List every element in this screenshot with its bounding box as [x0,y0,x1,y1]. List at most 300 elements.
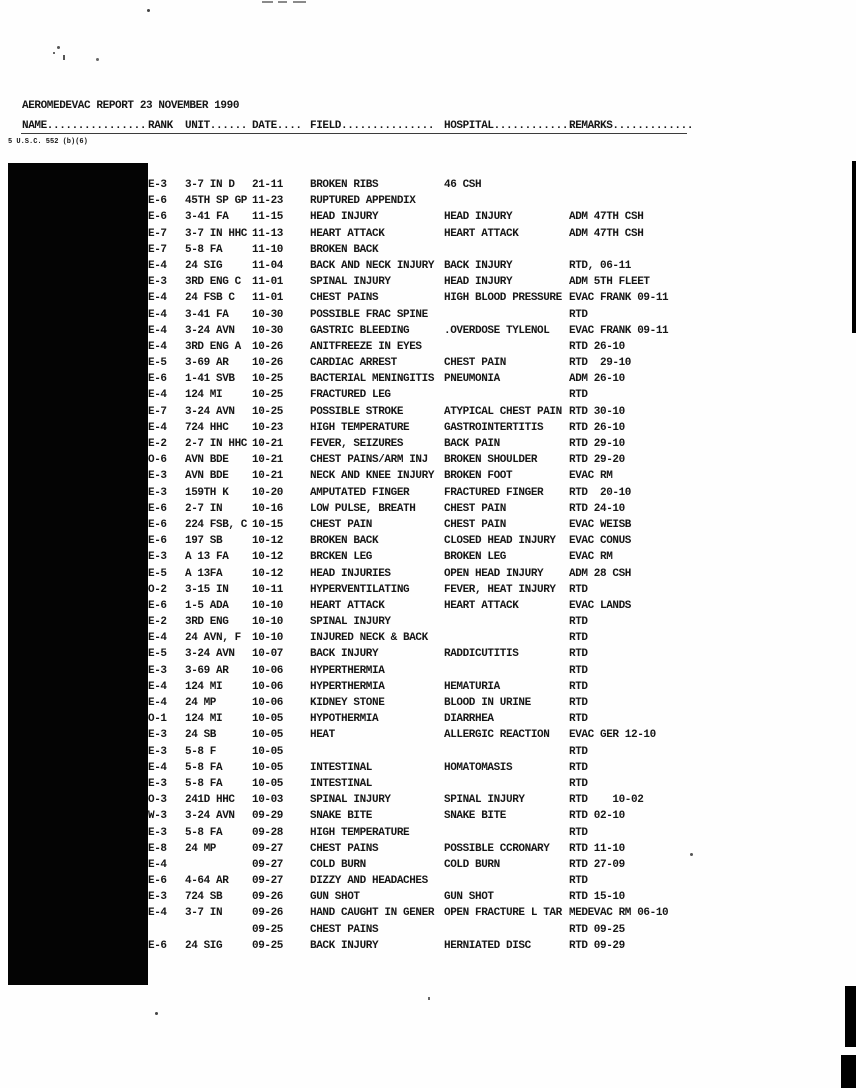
cell-field: HAND CAUGHT IN GENER [310,907,435,920]
scan-artifact [63,55,65,60]
table-row [148,582,768,598]
cell-date: 10-21 [252,454,284,467]
cell-hospital [444,307,569,323]
cell-date: 10-10 [252,599,284,612]
cell-date: 10-05 [252,777,284,790]
table-row [148,323,768,339]
cell-rank [148,922,185,938]
cell-remarks: RTD 29-10 [569,357,632,370]
cell-unit: A 13 FA [185,551,229,564]
cell-remarks: RTD 09-29 [569,939,625,952]
table-row [148,566,768,582]
cell-remarks: RTD [569,697,588,709]
cell-field: AMPUTATED FINGER [310,486,410,499]
cell-unit: 3RD ENG [185,616,229,629]
cell-field: BACTERIAL MENINGITIS [310,373,435,386]
cell-rank: E-7 [148,227,167,240]
table-row [148,873,768,889]
cell-remarks: RTD 20-10 [569,486,632,499]
cell-field: POSSIBLE FRAC SPINE [310,308,428,321]
cell-remarks: EVAC CONUS [569,535,632,548]
cell-date: 11-01 [252,276,284,289]
cell-remarks: RTD 27-09 [569,858,625,871]
cell-field: BROKEN BACK [310,535,379,548]
cell-unit: 3-69 AR [185,357,229,370]
cell-date: 10-05 [252,745,284,758]
cell-remarks: RTD [569,632,588,645]
cell-unit: 3-41 FA [185,308,229,321]
cell-date: 10-05 [252,713,284,726]
cell-field: BROKEN RIBS [310,179,379,191]
cell-rank: E-6 [148,373,167,386]
cell-hospital [444,193,569,209]
cell-hospital: BROKEN LEG [444,551,507,564]
cell-remarks: EVAC WEISB [569,518,632,531]
cell-field: BACK AND NECK INJURY [310,259,435,272]
header-underline [21,133,687,134]
cell-remarks: EVAC FRANK 09-11 [569,292,669,305]
table-row [148,355,768,371]
cell-remarks: RTD 09-25 [569,923,625,936]
cell-field: CHEST PAINS/ARM INJ [310,454,428,467]
cell-rank: O-1 [148,713,167,726]
cell-hospital: POSSIBLE CCRONARY [444,842,550,855]
cell-hospital: BROKEN FOOT [444,470,513,483]
cell-field: CARDIAC ARREST [310,357,397,370]
cell-field: SNAKE BITE [310,810,373,823]
cell-rank: O-6 [148,454,167,467]
report-table [148,177,768,954]
cell-rank: E-5 [148,648,167,661]
table-row [148,695,768,711]
cell-rank: E-6 [148,599,167,612]
cell-hospital: CHEST PAIN [444,502,507,515]
cell-rank: E-3 [148,745,167,758]
cell-unit: 3-24 AVN [185,324,235,337]
cell-hospital [444,825,569,841]
cell-hospital: RADDICUTITIS [444,648,519,661]
scan-artifact [147,9,150,12]
cell-field: CHEST PAINS [310,923,379,936]
cell-date: 10-16 [252,502,284,515]
cell-date: 10-21 [252,438,284,450]
column-header-remarks: REMARKS............. [569,120,694,132]
cell-date: 10-30 [252,308,284,321]
cell-remarks: RTD 15-10 [569,891,625,904]
cell-unit: 724 HHC [185,421,229,434]
cell-remarks: RTD 30-10 [569,405,625,418]
cell-remarks: ADM 28 CSH [569,567,632,580]
cell-unit: 3-41 FA [185,211,229,224]
cell-rank: E-4 [148,259,167,272]
cell-unit: 3RD ENG C [185,276,241,289]
cell-hospital [444,744,569,760]
cell-field: SPINAL INJURY [310,276,391,289]
cell-remarks: ADM 26-10 [569,373,625,386]
cell-unit: 5-8 F [185,745,217,758]
cell-date: 10-06 [252,680,284,693]
cell-date: 11-01 [252,292,284,305]
cell-remarks: RTD [569,648,588,661]
cell-hospital [444,776,569,792]
cell-hospital: CLOSED HEAD INJURY [444,535,556,548]
cell-remarks: RTD 11-10 [569,842,625,855]
cell-field: LOW PULSE, BREATH [310,502,416,515]
cell-unit: A 13FA [185,567,223,580]
cell-hospital: HEAD INJURY [444,276,513,289]
cell-unit: 241D HHC [185,794,235,807]
cell-hospital [444,387,569,403]
cell-remarks: ADM 47TH CSH [569,227,644,240]
cell-unit: 24 SB [185,729,217,742]
cell-field: HIGH TEMPERATURE [310,826,410,839]
cell-date: 11-13 [252,227,284,240]
table-row [148,922,768,938]
cell-hospital: HERNIATED DISC [444,939,531,952]
cell-rank: E-3 [148,826,167,839]
cell-remarks: RTD [569,745,588,758]
cell-unit: 24 SIG [185,939,223,952]
cell-remarks: RTD 26-10 [569,421,625,434]
cell-hospital: PNEUMONIA [444,373,500,386]
cell-hospital [444,922,569,938]
column-header-name: NAME................ [22,120,147,132]
cell-date: 10-10 [252,616,284,629]
cell-hospital: SPINAL INJURY [444,794,525,807]
table-row [148,290,768,306]
cell-field: POSSIBLE STROKE [310,405,404,418]
scan-artifact [428,997,430,1000]
cell-hospital: HEMATURIA [444,680,500,693]
cell-remarks: RTD [569,680,588,693]
scan-artifact [96,58,99,61]
cell-field: RUPTURED APPENDIX [310,195,416,208]
cell-remarks [569,242,768,258]
cell-field: INJURED NECK & BACK [310,632,428,645]
table-row [148,776,768,792]
table-row [148,258,768,274]
cell-hospital [444,242,569,258]
cell-rank: E-4 [148,389,167,402]
cell-rank: E-4 [148,761,167,774]
cell-hospital [444,663,569,679]
cell-date: 11-04 [252,259,284,272]
cell-remarks: RTD [569,761,588,774]
cell-rank: E-4 [148,632,167,645]
cell-field: HIGH TEMPERATURE [310,421,410,434]
cell-field: CHEST PAIN [310,518,373,531]
cell-unit: 3-24 AVN [185,405,235,418]
cell-remarks: RTD [569,664,588,677]
table-row [148,387,768,403]
privacy-act-note: 5 U.S.C. 552 (b)(6) [8,138,88,146]
cell-date: 09-29 [252,810,284,823]
cell-rank: E-3 [148,179,167,191]
cell-unit: 24 AVN, F [185,632,241,645]
table-row [148,889,768,905]
cell-date: 11-15 [252,211,284,224]
cell-rank: E-8 [148,842,167,855]
table-row [148,404,768,420]
cell-unit: 24 FSB C [185,292,235,305]
table-row [148,598,768,614]
cell-rank: E-2 [148,616,167,629]
cell-date: 10-03 [252,794,284,807]
cell-date: 10-26 [252,357,284,370]
cell-rank: E-3 [148,664,167,677]
column-header-rank: RANK [148,120,173,132]
cell-remarks: RTD [569,583,588,596]
cell-date: 09-25 [252,939,284,952]
table-row [148,177,768,193]
table-row [148,436,768,452]
cell-remarks: RTD [569,308,588,321]
cell-date: 10-20 [252,486,284,499]
cell-date: 10-23 [252,421,284,434]
cell-unit: AVN BDE [185,470,229,483]
cell-remarks: RTD 26-10 [569,340,625,353]
table-row [148,841,768,857]
scan-edge-bar [852,161,856,333]
cell-date: 10-15 [252,518,284,531]
cell-unit [185,922,252,938]
scan-artifact [53,52,55,54]
cell-rank: E-3 [148,486,167,499]
cell-hospital [444,339,569,355]
cell-field: CHEST PAINS [310,842,379,855]
cell-remarks [569,177,768,193]
column-header-hospital: HOSPITAL............. [444,120,575,132]
cell-unit: 3-7 IN HHC [185,227,248,240]
cell-field: HYPERTHERMIA [310,664,385,677]
cell-hospital: COLD BURN [444,858,500,871]
table-row [148,549,768,565]
cell-date: 21-11 [252,179,284,191]
cell-hospital: HEAD INJURY [444,211,513,224]
cell-rank: E-6 [148,502,167,515]
cell-unit: 124 MI [185,680,223,693]
scan-artifact [262,1,273,3]
cell-unit: 5-8 FA [185,243,223,256]
cell-date: 10-12 [252,567,284,580]
cell-rank: E-5 [148,567,167,580]
cell-rank: E-3 [148,470,167,483]
table-row [148,792,768,808]
cell-rank: O-3 [148,794,167,807]
cell-rank: E-6 [148,195,167,208]
cell-rank: E-4 [148,858,167,871]
cell-unit: 1-5 ADA [185,599,229,612]
cell-field: INTESTINAL [310,761,373,774]
cell-remarks: RTD 02-10 [569,810,625,823]
cell-hospital: HEART ATTACK [444,227,519,240]
scan-artifact [293,1,306,3]
cell-remarks: EVAC GER 12-10 [569,729,656,742]
table-row [148,339,768,355]
cell-field: BRCKEN LEG [310,551,373,564]
cell-field: GASTRIC BLEEDING [310,324,410,337]
cell-hospital [444,614,569,630]
cell-unit: 124 MI [185,389,223,402]
cell-unit: 3RD ENG A [185,340,241,353]
cell-hospital: CHEST PAIN [444,357,507,370]
cell-field: HEART ATTACK [310,227,385,240]
cell-field: FRACTURED LEG [310,389,391,402]
cell-field: HYPERVENTILATING [310,583,410,596]
table-row [148,242,768,258]
cell-field: HEAD INJURIES [310,567,391,580]
cell-hospital: BACK PAIN [444,438,500,450]
table-row [148,274,768,290]
table-row [148,533,768,549]
cell-date: 09-27 [252,842,284,855]
cell-remarks: ADM 47TH CSH [569,211,644,224]
cell-unit: 124 MI [185,713,223,726]
cell-unit [185,857,252,873]
cell-hospital: 46 CSH [444,179,482,191]
cell-remarks: MEDEVAC RM 06-10 [569,907,669,920]
cell-unit: 3-15 IN [185,583,229,596]
cell-date: 10-05 [252,761,284,774]
cell-unit: 3-24 AVN [185,810,235,823]
cell-field: BROKEN BACK [310,243,379,256]
cell-remarks [569,193,768,209]
table-row [148,825,768,841]
cell-unit: 159TH K [185,486,229,499]
cell-unit: 24 SIG [185,259,223,272]
cell-unit: 2-7 IN HHC [185,438,248,450]
report-title: AEROMEDEVAC REPORT 23 NOVEMBER 1990 [22,100,240,112]
cell-field: HYPOTHERMIA [310,713,379,726]
cell-date: 10-07 [252,648,284,661]
cell-field: NECK AND KNEE INJURY [310,470,435,483]
table-row [148,938,768,954]
cell-hospital: DIARRHEA [444,713,494,726]
cell-date: 10-25 [252,373,284,386]
cell-rank: E-4 [148,907,167,920]
table-row [148,307,768,323]
scan-edge-bar [845,986,856,1047]
cell-hospital [444,630,569,646]
cell-remarks: RTD [569,875,588,888]
cell-rank: E-4 [148,292,167,305]
cell-hospital: HOMATOMASIS [444,761,513,774]
cell-rank: E-2 [148,438,167,450]
cell-rank: E-6 [148,211,167,224]
cell-remarks: RTD [569,389,588,402]
cell-rank: E-3 [148,891,167,904]
cell-remarks: RTD 29-20 [569,454,625,467]
cell-date: 10-12 [252,535,284,548]
cell-date: 10-11 [252,583,284,596]
cell-date: 10-25 [252,389,284,402]
cell-hospital [444,873,569,889]
cell-field: HEART ATTACK [310,599,385,612]
cell-date: 10-12 [252,551,284,564]
cell-unit: 24 MP [185,842,217,855]
cell-rank: E-4 [148,308,167,321]
table-row [148,760,768,776]
cell-remarks: RTD 24-10 [569,502,625,515]
cell-hospital: GUN SHOT [444,891,494,904]
cell-unit: 3-24 AVN [185,648,235,661]
cell-rank: E-6 [148,535,167,548]
cell-date: 10-30 [252,324,284,337]
cell-rank: E-3 [148,551,167,564]
cell-hospital: OPEN HEAD INJURY [444,567,544,580]
cell-remarks: EVAC FRANK 09-11 [569,324,669,337]
cell-date: 09-25 [252,923,284,936]
cell-date: 09-27 [252,858,284,871]
table-row [148,468,768,484]
cell-remarks: RTD, 06-11 [569,259,632,272]
cell-rank: E-6 [148,875,167,888]
cell-unit: 224 FSB, C [185,518,248,531]
table-row [148,630,768,646]
cell-hospital: ATYPICAL CHEST PAIN [444,405,562,418]
cell-remarks: RTD 10-02 [569,794,644,807]
table-row [148,420,768,436]
cell-field: HYPERTHERMIA [310,680,385,693]
cell-rank: E-3 [148,777,167,790]
table-row [148,646,768,662]
cell-date: 09-26 [252,907,284,920]
table-row [148,517,768,533]
cell-unit: 4-64 AR [185,875,229,888]
cell-hospital: BLOOD IN URINE [444,697,531,709]
cell-remarks: EVAC RM [569,470,613,483]
cell-hospital: .OVERDOSE TYLENOL [444,324,550,337]
table-row [148,193,768,209]
cell-rank: E-3 [148,276,167,289]
cell-date: 10-06 [252,664,284,677]
cell-hospital: HEART ATTACK [444,599,519,612]
cell-unit: 3-69 AR [185,664,229,677]
scan-artifact [278,1,287,3]
cell-rank: E-3 [148,729,167,742]
cell-remarks: RTD [569,826,588,839]
table-row [148,744,768,760]
cell-hospital: BROKEN SHOULDER [444,454,538,467]
cell-rank: E-7 [148,243,167,256]
cell-hospital: FEVER, HEAT INJURY [444,583,556,596]
cell-hospital: GASTROINTERTITIS [444,421,544,434]
scan-artifact [155,1012,158,1015]
cell-date: 10-21 [252,470,284,483]
redaction-block [8,163,148,985]
cell-rank: E-6 [148,939,167,952]
cell-date: 11-23 [252,195,284,208]
cell-field: COLD BURN [310,858,366,871]
cell-unit: 3-7 IN [185,907,223,920]
cell-field: HEAD INJURY [310,211,379,224]
cell-date: 10-10 [252,632,284,645]
column-header-field: FIELD............... [310,120,435,132]
table-row [148,371,768,387]
cell-field: CHEST PAINS [310,292,379,305]
cell-rank: E-5 [148,357,167,370]
cell-field [310,744,444,760]
cell-date: 10-05 [252,729,284,742]
column-header-unit: UNIT...... [185,120,248,132]
cell-rank: E-7 [148,405,167,418]
cell-unit: 45TH SP GP [185,195,248,208]
cell-remarks: RTD [569,713,588,726]
column-header-date: DATE.... [252,120,302,132]
table-row [148,226,768,242]
cell-rank: E-4 [148,680,167,693]
table-row [148,452,768,468]
